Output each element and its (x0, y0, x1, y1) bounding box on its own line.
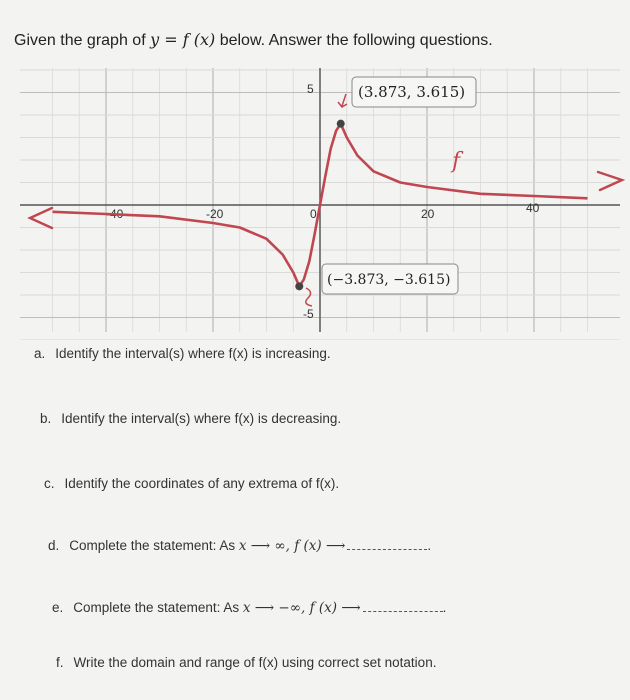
title-suffix: below. Answer the following questions. (219, 32, 493, 49)
question-text: Identify the coordinates of any extrema of f(x). (64, 476, 340, 491)
min-pointer-icon (306, 288, 312, 306)
x-tick-label: 0 (310, 207, 317, 221)
question-a (34, 346, 331, 361)
answer-blank[interactable] (363, 611, 443, 612)
x-tick-label: 20 (421, 207, 435, 221)
question-math: x ⟶ ∞, f (x) ⟶ (238, 538, 346, 554)
max-pointer-icon (338, 94, 347, 107)
question-text: Write the domain and range of f(x) using correct set notation. (73, 655, 437, 670)
x-tick-label: -40 (106, 207, 124, 221)
question-text: Identify the interval(s) where f(x) is increasing. (55, 346, 331, 361)
question-d: d. Complete the statement: As x ⟶ ∞, f (x) ⟶ . (48, 538, 432, 554)
problem-title (14, 30, 493, 50)
question-prefix: Complete the statement: As (69, 538, 236, 553)
min-point-label: (−3.873, −3.615) (327, 272, 451, 288)
right-arrow-icon (598, 172, 622, 190)
extremum-point (295, 282, 303, 290)
question-c (44, 476, 339, 491)
title-prefix: Given the graph of (14, 32, 146, 49)
extremum-point (337, 120, 345, 128)
title-equation: y = f (x) (150, 30, 216, 49)
left-arrow-icon (30, 208, 52, 228)
max-label-box (352, 77, 476, 107)
question-math: x ⟶ −∞, f (x) ⟶ (242, 600, 361, 616)
question-letter: b. (40, 411, 52, 426)
question-b (40, 411, 341, 426)
curve-label: f (452, 149, 461, 174)
max-point-label: (3.873, 3.615) (358, 83, 466, 101)
function-graph (0, 60, 630, 340)
x-tick-label: -20 (206, 207, 224, 221)
question-letter: d. (48, 538, 60, 553)
question-prefix: Complete the statement: As (73, 600, 240, 615)
question-e: e. Complete the statement: As x ⟶ −∞, f (x) ⟶ . (52, 600, 447, 616)
y-tick-label: 5 (307, 82, 314, 96)
x-tick-label: 40 (526, 201, 540, 215)
question-letter: f. (56, 655, 64, 670)
question-letter: c. (44, 476, 55, 491)
min-label-box (322, 264, 458, 294)
question-text: Identify the interval(s) where f(x) is decreasing. (61, 411, 342, 426)
y-tick-label: -5 (303, 307, 314, 321)
question-letter: e. (52, 600, 64, 615)
answer-blank[interactable] (347, 549, 427, 550)
question-f (56, 655, 436, 670)
question-letter: a. (34, 346, 46, 361)
